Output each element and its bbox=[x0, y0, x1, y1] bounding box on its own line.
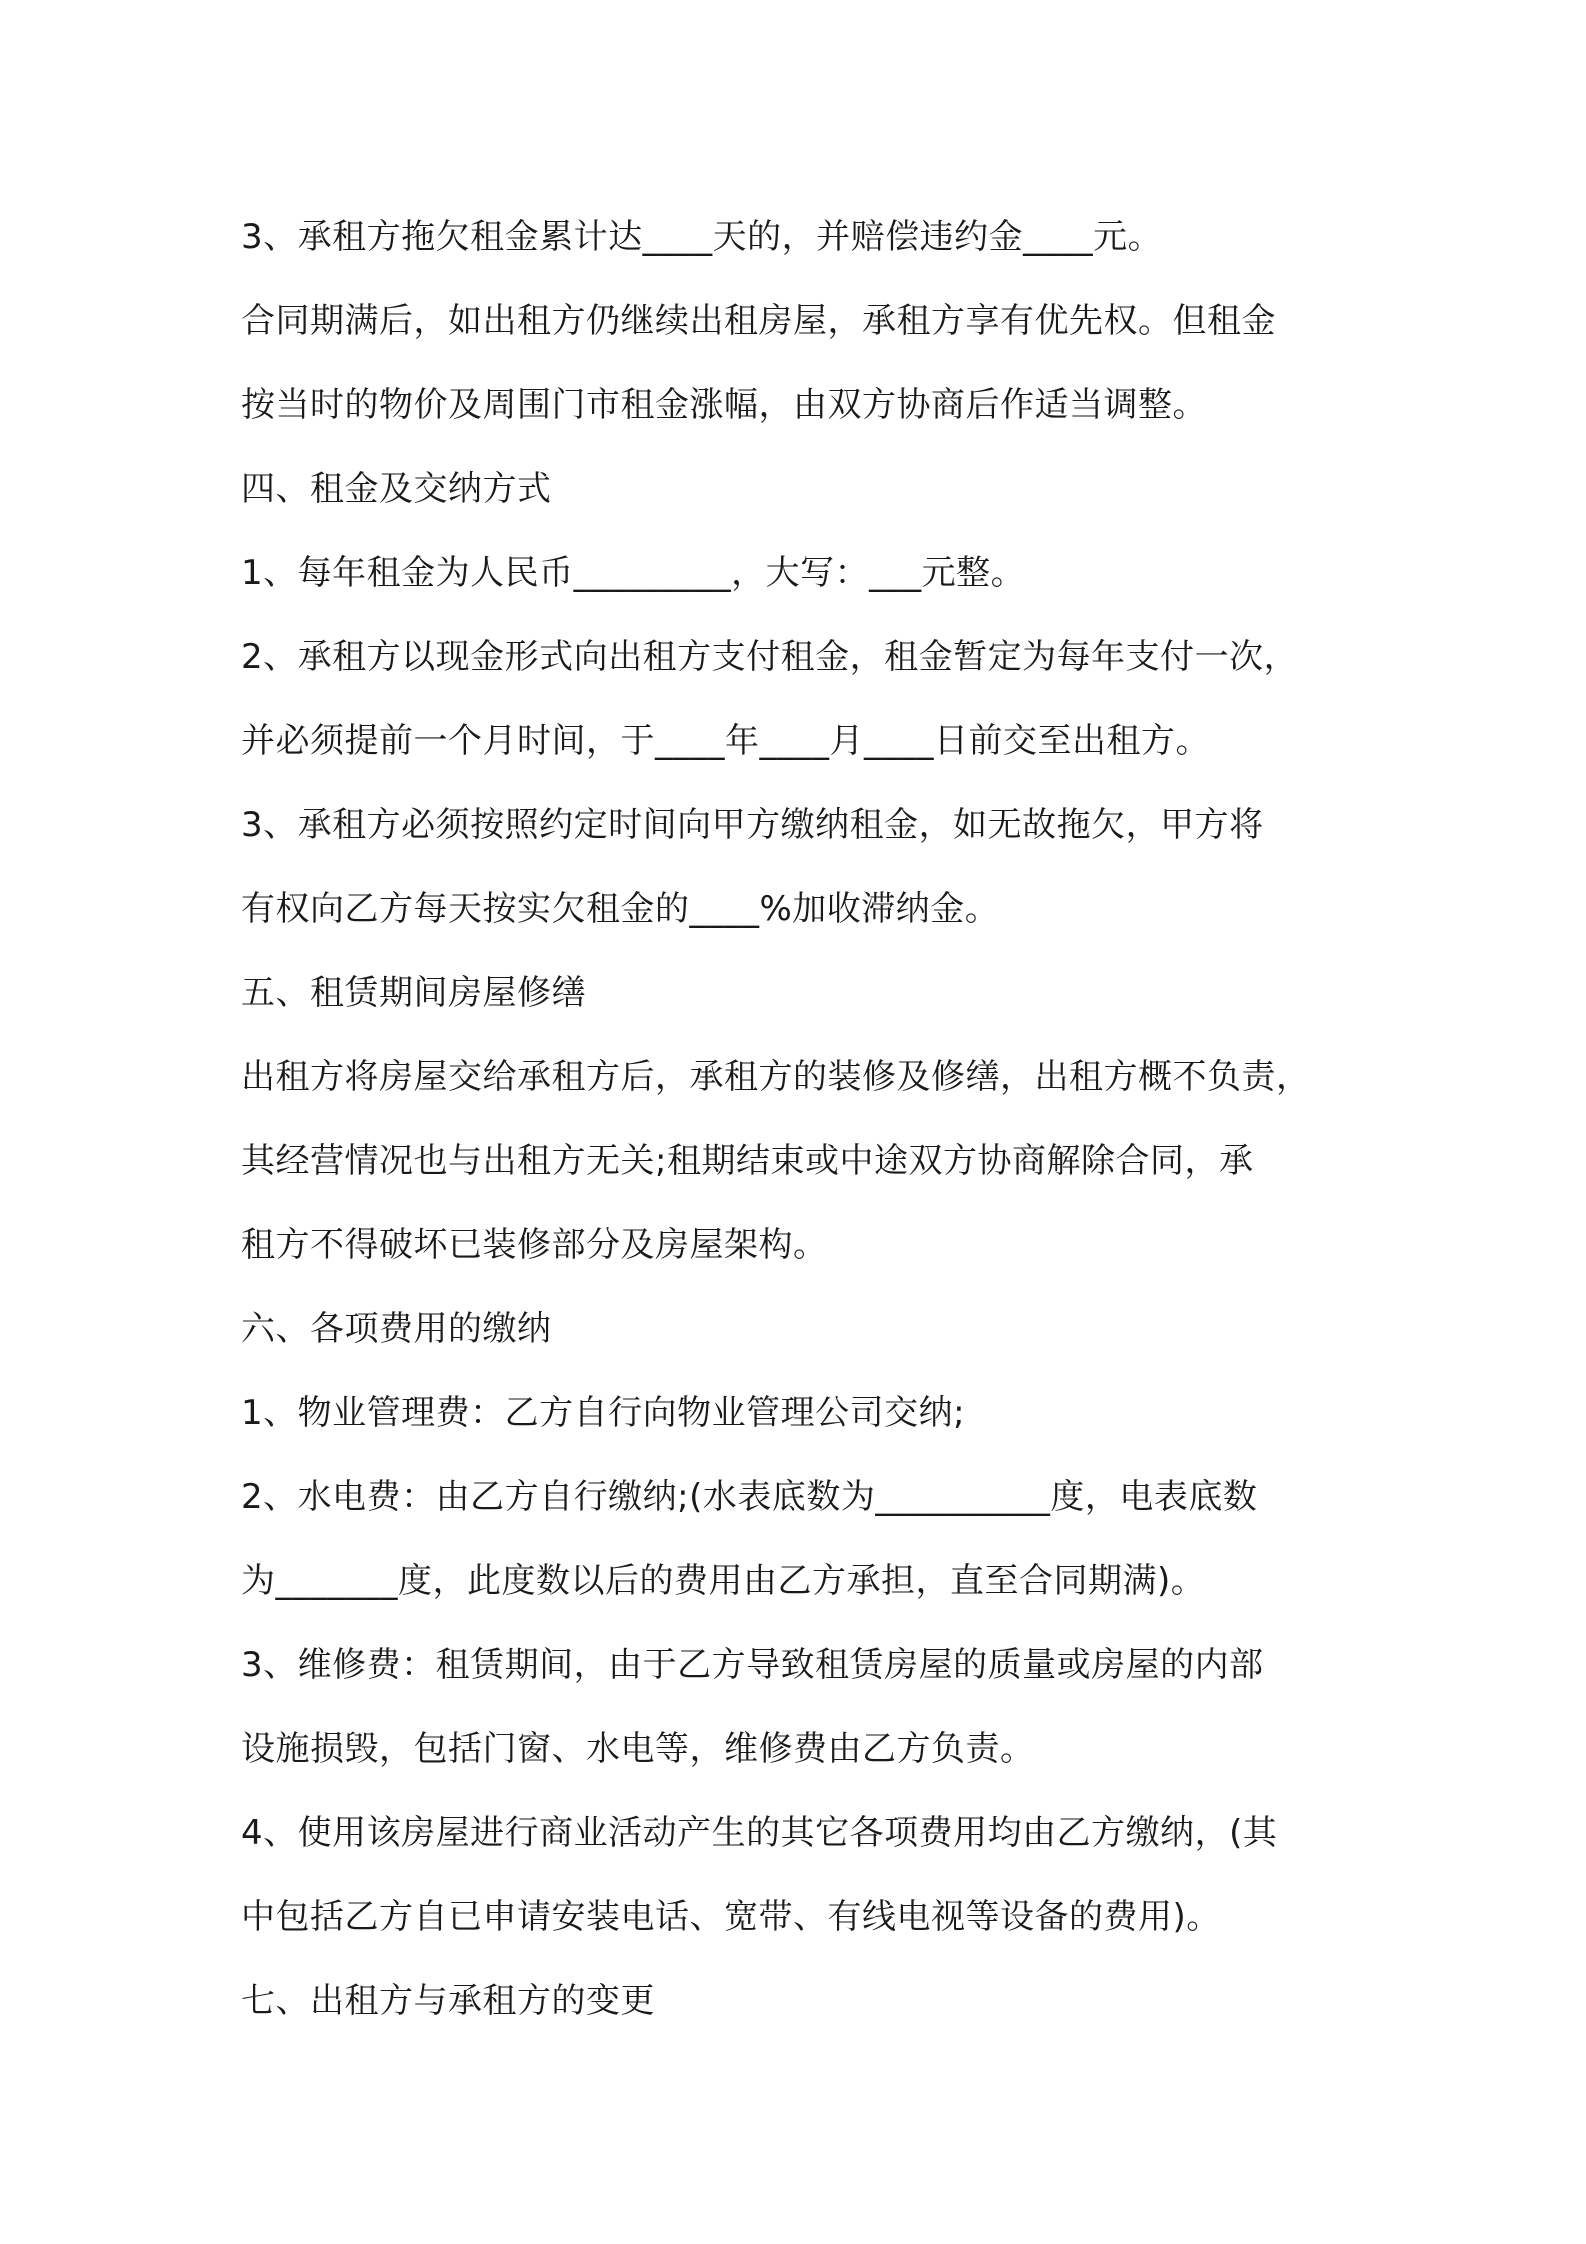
clause-line: 4、使用该房屋进行商业活动产生的其它各项费用均由乙方缴纳，(其 bbox=[241, 1813, 1278, 1853]
clause-line: 3、维修费：租赁期间，由于乙方导致租赁房屋的质量或房屋的内部 bbox=[241, 1645, 1264, 1685]
document-body bbox=[241, 195, 1361, 2043]
clause-line: 租方不得破坏已装修部分及房屋架构。 bbox=[241, 1225, 828, 1265]
clause-line: 按当时的物价及周围门市租金涨幅，由双方协商后作适当调整。 bbox=[241, 385, 1207, 425]
clause-line: 1、物业管理费：乙方自行向物业管理公司交纳; bbox=[241, 1393, 966, 1433]
clause-line: 2、水电费：由乙方自行缴纳;(水表底数为__________度，电表底数 bbox=[241, 1477, 1258, 1517]
section-heading: 四、租金及交纳方式 bbox=[241, 469, 552, 509]
section-heading: 五、租赁期间房屋修缮 bbox=[241, 973, 586, 1013]
clause-line: 其经营情况也与出租方无关;租期结束或中途双方协商解除合同，承 bbox=[241, 1141, 1254, 1181]
clause-line: 设施损毁，包括门窗、水电等，维修费由乙方负责。 bbox=[241, 1729, 1035, 1769]
clause-line: 中包括乙方自已申请安装电话、宽带、有线电视等设备的费用)。 bbox=[241, 1897, 1221, 1937]
clause-line: 为_______度，此度数以后的费用由乙方承担，直至合同期满)。 bbox=[241, 1561, 1206, 1601]
section-heading: 六、各项费用的缴纳 bbox=[241, 1309, 552, 1349]
section-heading: 七、出租方与承租方的变更 bbox=[241, 1981, 655, 2021]
clause-line: 出租方将房屋交给承租方后，承租方的装修及修缮，出租方概不负责， bbox=[241, 1057, 1311, 1097]
clause-line: 有权向乙方每天按实欠租金的____%加收滞纳金。 bbox=[241, 889, 1000, 929]
clause-line: 2、承租方以现金形式向出租方支付租金，租金暂定为每年支付一次， bbox=[241, 637, 1299, 677]
clause-line: 合同期满后，如出租方仍继续出租房屋，承租方享有优先权。但租金 bbox=[241, 301, 1276, 341]
clause-line: 3、承租方拖欠租金累计达____天的，并赔偿违约金____元。 bbox=[241, 217, 1163, 257]
clause-line: 3、承租方必须按照约定时间向甲方缴纳租金，如无故拖欠，甲方将 bbox=[241, 805, 1264, 845]
clause-line: 1、每年租金为人民币_________，大写：___元整。 bbox=[241, 553, 1026, 593]
clause-line: 并必须提前一个月时间，于____年____月____日前交至出租方。 bbox=[241, 721, 1210, 761]
